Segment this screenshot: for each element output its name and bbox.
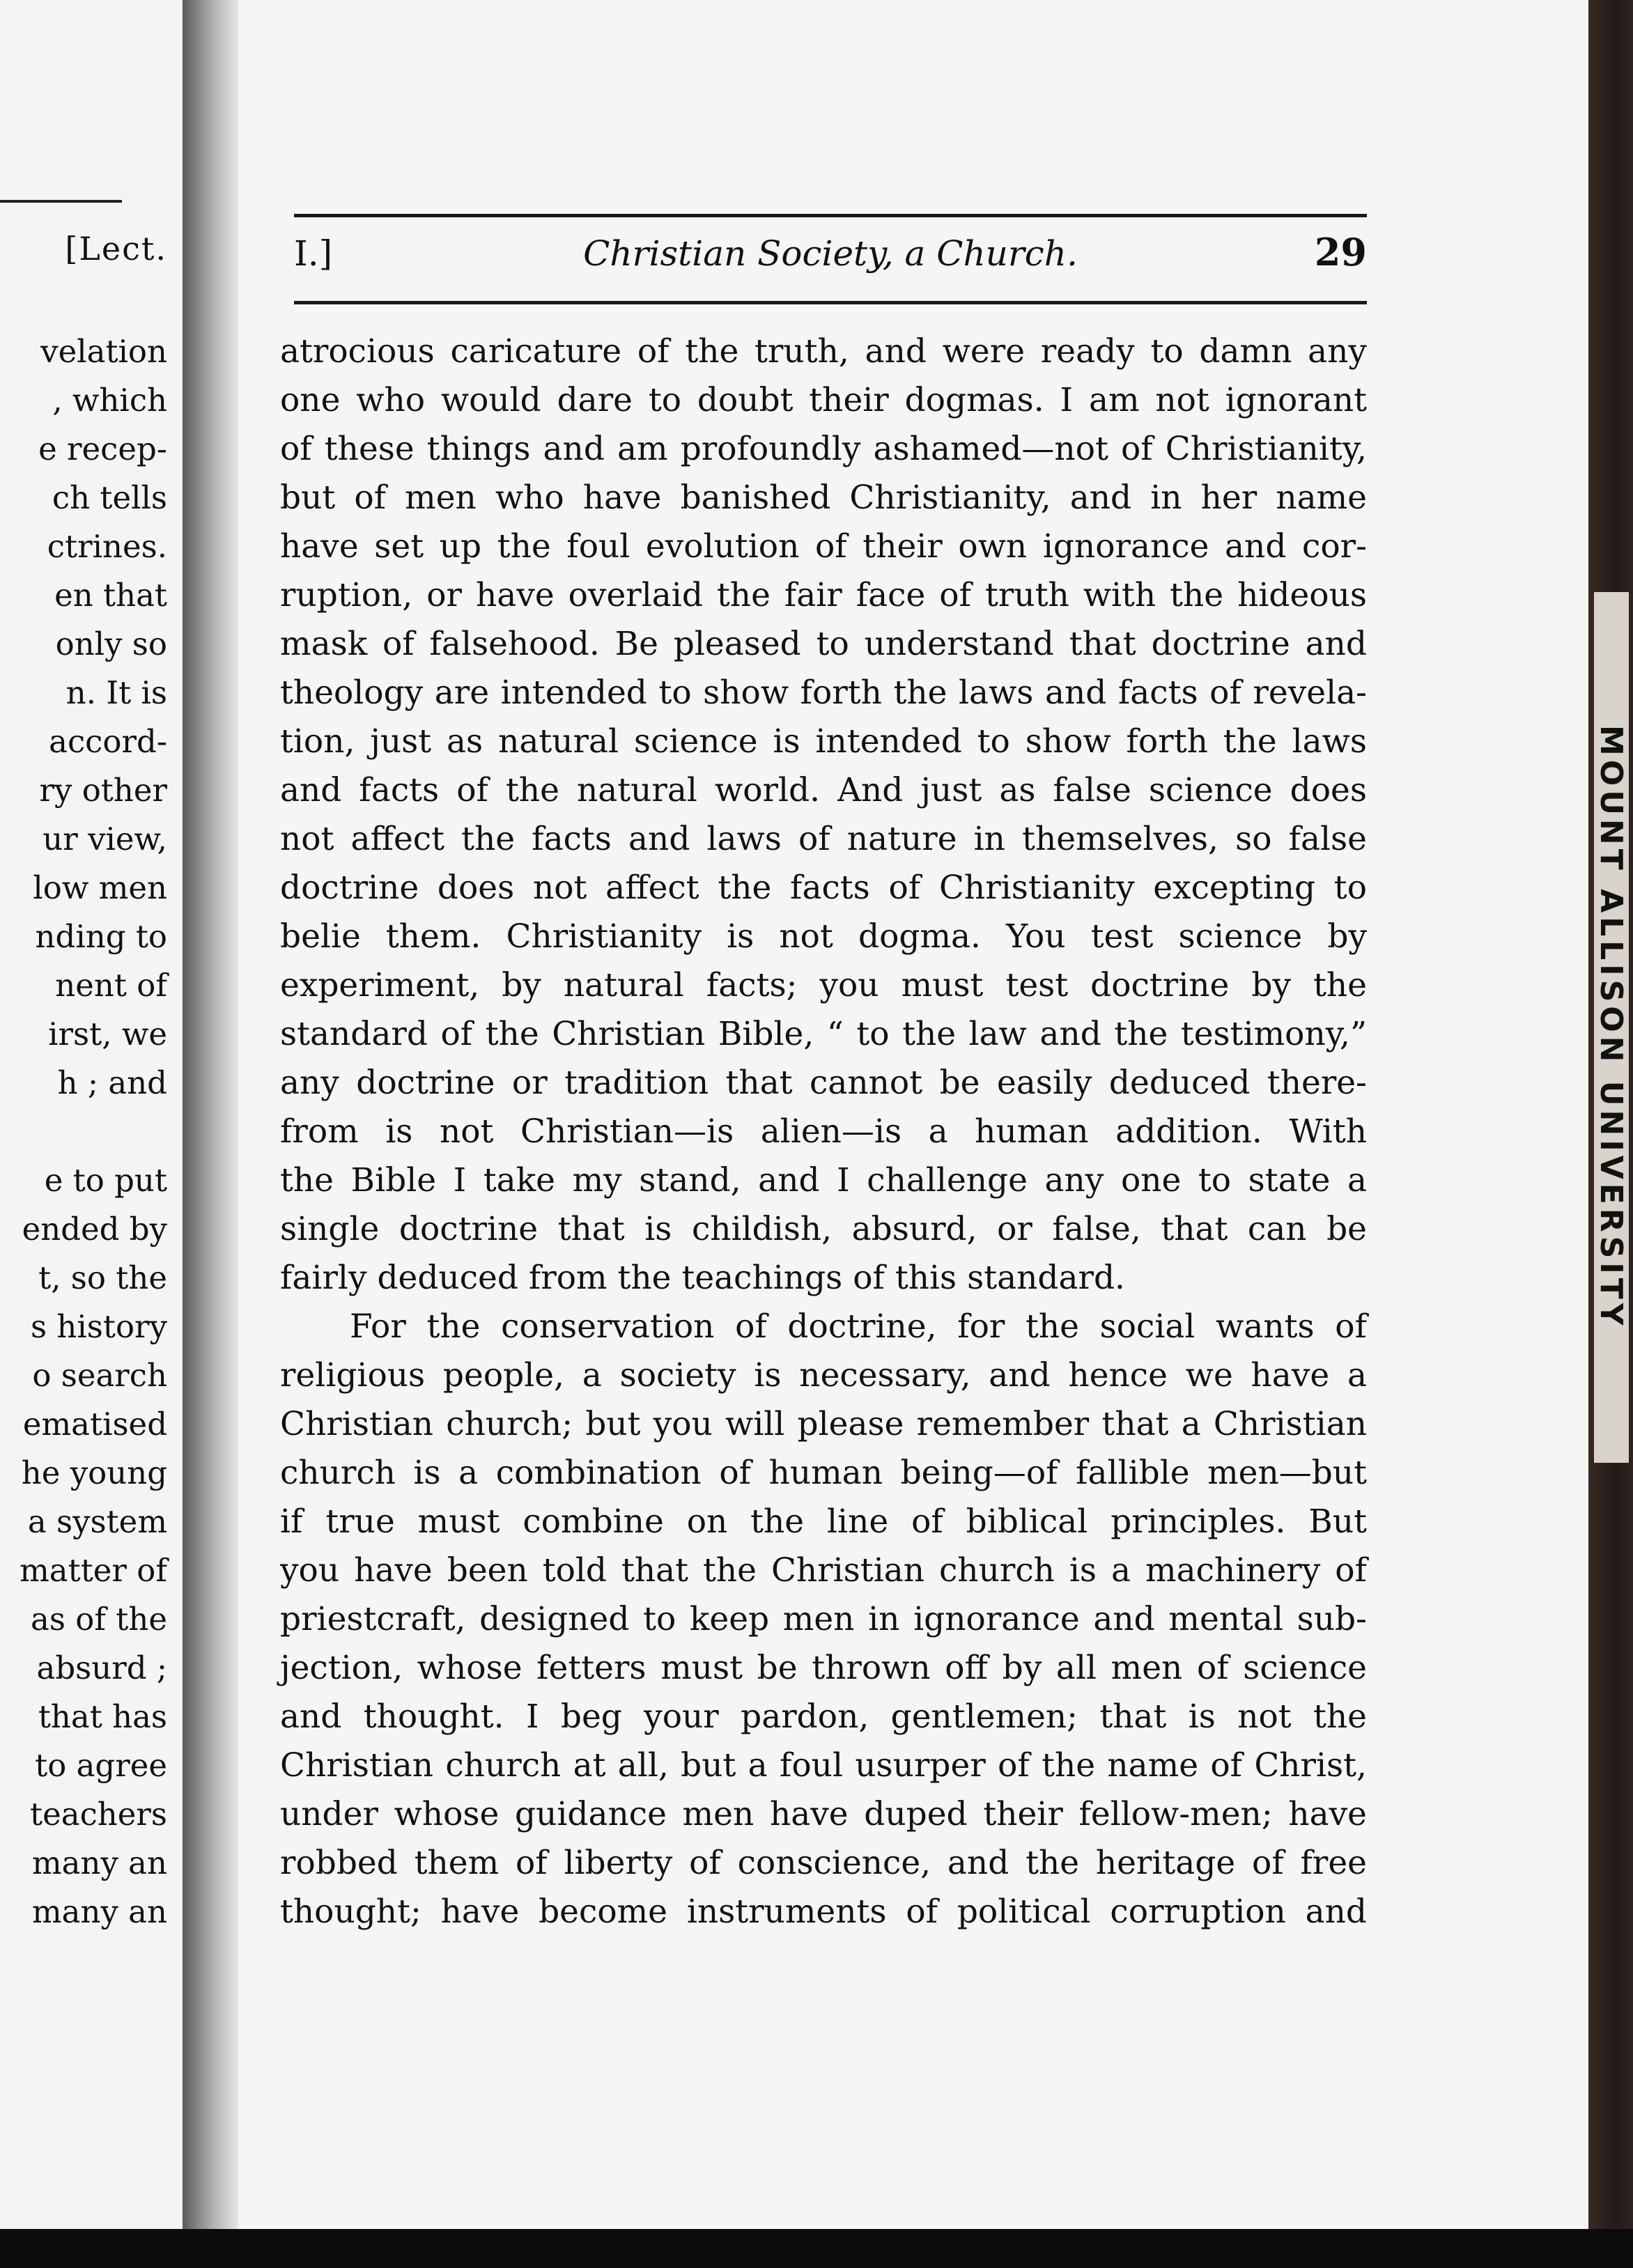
left-page-header: [Lect.	[65, 230, 167, 267]
section-marker: I.]	[294, 233, 333, 274]
left-text-line: many an	[31, 1893, 167, 1930]
left-text-line: nent of	[55, 967, 167, 1004]
scan-bottom-edge	[0, 2229, 1633, 2268]
text-line: theology are intended to show forth the laws and facts of revela-	[280, 674, 1367, 712]
text-line: jection, whose fetters must be thrown off by all men of science	[280, 1649, 1367, 1687]
left-text-line: that has	[38, 1698, 167, 1735]
left-text-line: ctrines.	[47, 528, 167, 565]
text-line: For the conservation of doctrine, for the social wants of	[350, 1307, 1367, 1346]
left-text-line: only so	[55, 626, 167, 662]
left-text-line: ended by	[22, 1211, 167, 1248]
text-line: you have been told that the Christian church is a machinery of	[280, 1551, 1367, 1590]
left-text-line: absurd ;	[36, 1649, 167, 1686]
left-text-line: matter of	[20, 1552, 167, 1589]
left-text-line: many an	[31, 1844, 167, 1881]
text-line: religious people, a society is necessary, and hence we have a	[280, 1356, 1367, 1395]
text-line: not affect the facts and laws of nature in themselves, so false	[280, 820, 1367, 858]
left-text-line: teachers	[30, 1796, 167, 1833]
left-page-text	[0, 327, 167, 1930]
left-text-line: t, so the	[38, 1259, 167, 1296]
left-text-line: low men	[33, 869, 167, 906]
text-line: under whose guidance men have duped their fellow-men; have	[280, 1795, 1367, 1833]
text-line: Christian church; but you will please remember that a Christian	[280, 1405, 1367, 1443]
left-text-line: e to put	[44, 1162, 167, 1199]
left-text-line: as of the	[31, 1601, 167, 1638]
text-line: but of men who have banished Christianity, and in her name	[280, 479, 1367, 517]
text-line: any doctrine or tradition that cannot be easily deduced there-	[280, 1064, 1367, 1102]
page-number: 29	[1314, 230, 1367, 274]
left-text-line: , which	[52, 382, 167, 419]
text-line: tion, just as natural science is intended to show forth the laws	[280, 722, 1367, 761]
text-line: ruption, or have overlaid the fair face of truth with the hideous	[280, 576, 1367, 614]
text-line: Christian church at all, but a foul usurper of the name of Christ,	[280, 1746, 1367, 1785]
left-text-line: ematised	[22, 1406, 167, 1443]
text-line: single doctrine that is childish, absurd, or false, that can be	[280, 1210, 1367, 1248]
left-text-line: n. It is	[65, 674, 167, 711]
text-line: of these things and am profoundly ashamed—not of Christianity,	[280, 430, 1367, 468]
left-facing-page	[0, 0, 183, 2268]
text-line: belie them. Christianity is not dogma. You test science by	[280, 917, 1367, 956]
left-text-line: h ; and	[57, 1064, 167, 1101]
left-text-line: irst, we	[48, 1016, 167, 1053]
left-text-line: e recep-	[38, 430, 167, 467]
left-text-line: nding to	[35, 918, 167, 955]
left-text-line: velation	[40, 333, 167, 370]
left-text-line: ur view,	[42, 821, 167, 857]
running-title: Christian Society, a Church.	[583, 233, 1078, 274]
text-line: church is a combination of human being—of fallible men—but	[280, 1454, 1367, 1492]
text-line: from is not Christian—is alien—is a human addition. With	[280, 1112, 1367, 1151]
text-line: robbed them of liberty of conscience, and the heritage of free	[280, 1844, 1367, 1882]
text-line: standard of the Christian Bible, “ to the law and the testimony,”	[280, 1015, 1367, 1053]
text-line: and thought. I beg your pardon, gentlemen; that is not the	[280, 1698, 1367, 1736]
left-text-line: accord-	[49, 723, 167, 760]
book-gutter-shadow	[183, 0, 238, 2268]
left-text-line: ry other	[39, 772, 167, 809]
left-text-line: ch tells	[52, 479, 167, 516]
text-line: one who would dare to doubt their dogmas. I am not ignorant	[280, 381, 1367, 419]
text-line: if true must combine on the line of biblical principles. But	[280, 1502, 1367, 1541]
text-line: priestcraft, designed to keep men in ignorance and mental sub-	[280, 1600, 1367, 1638]
text-line: experiment, by natural facts; you must test doctrine by the	[280, 966, 1367, 1004]
text-line: thought; have become instruments of political corruption and	[280, 1893, 1367, 1931]
header-rule-top	[294, 214, 1367, 217]
left-text-line: s history	[31, 1308, 167, 1345]
spine-label: MOUNT ALLISON UNIVERSITY	[1594, 592, 1629, 1463]
text-line: and facts of the natural world. And just as false science does	[280, 771, 1367, 809]
text-line: atrocious caricature of the truth, and were ready to damn any	[280, 332, 1367, 371]
text-line: mask of falsehood. Be pleased to understand that doctrine and	[280, 625, 1367, 663]
left-header-rule	[0, 200, 122, 203]
body-text	[280, 327, 1367, 1936]
left-text-line: to agree	[35, 1747, 167, 1784]
header-rule-bottom	[294, 301, 1367, 304]
text-line: fairly deduced from the teachings of this standard.	[280, 1259, 1125, 1297]
text-line: the Bible I take my stand, and I challenge any one to state a	[280, 1161, 1367, 1199]
right-page	[238, 0, 1588, 2268]
left-text-line: en that	[54, 577, 167, 614]
page-header	[294, 230, 1367, 286]
left-text-line: o search	[32, 1357, 167, 1394]
text-line: have set up the foul evolution of their own ignorance and cor-	[280, 527, 1367, 566]
left-text-line: a system	[27, 1503, 167, 1540]
text-line: doctrine does not affect the facts of Christianity excepting to	[280, 869, 1367, 907]
left-text-line: he young	[21, 1454, 167, 1491]
